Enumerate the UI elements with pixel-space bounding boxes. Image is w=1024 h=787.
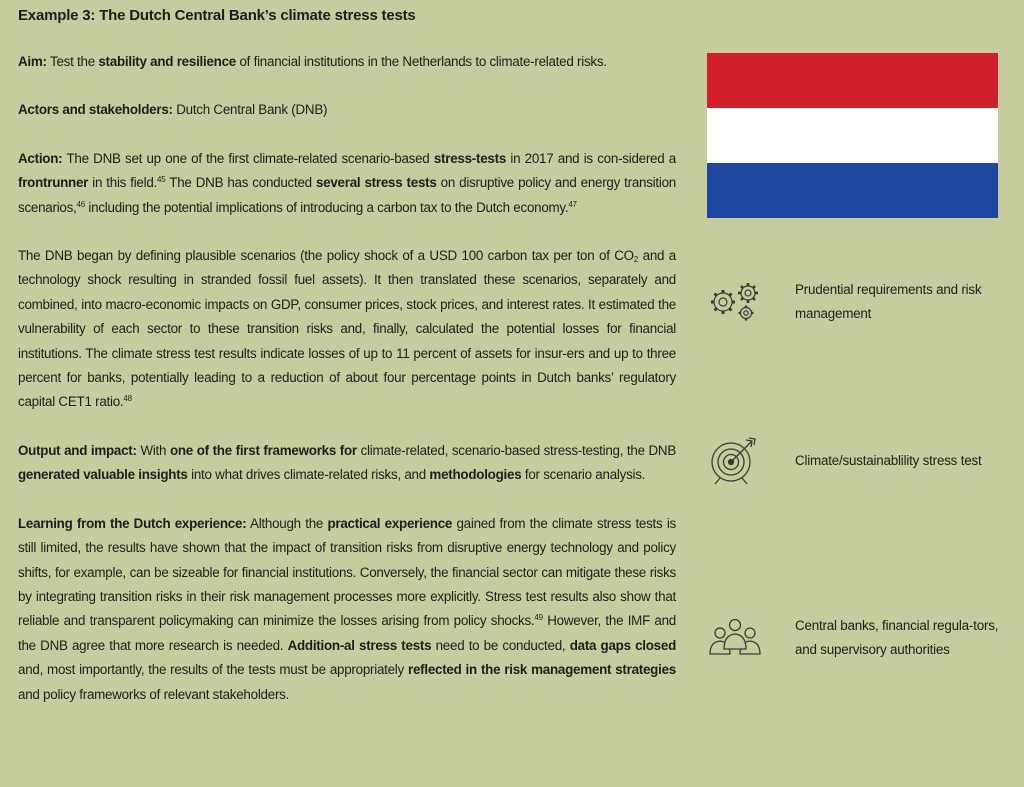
scenario-paragraph: The DNB began by defining plausible scenarios (the policy shock of a USD 100 carbon tax per ton of $CO_2$ and a technology shock resulting in stranded fossil fuel assets). It then translated these scenarios, separately and combined, into macro-economic impacts on GDP, consumer prices, stock prices, and interest rates. It estimated the vulnerability of each sector to these transition risks and, finally, calculated the potential losses for financial institutions. The climate stress test results indicate losses of up to 11 percent of assets for insur-ers and up to three percent for banks, potentially leading to a reduction of about four percentage points in Dutch banks’ regulatory capital CET1 ratio.$^{48}$: [18, 248, 676, 410]
target-icon: [708, 436, 760, 486]
gears-icon: [706, 280, 762, 324]
flag-red-stripe: [707, 53, 998, 108]
sidebar-label-prudential: Prudential requirements and risk management: [795, 282, 982, 322]
people-icon: [707, 616, 763, 658]
sidebar-label-central-banks: Central banks, financial regula-tors, and supervisory authorities: [795, 618, 999, 658]
learning-paragraph: Learning from the Dutch experience: Although the practical experience gained from the climate stress tests is still limited, the results have shown that the impact of transition risks from disruptive energy technology and policy shifts, for example, can be sizeable for financial institutions. Conversely, the financial sector can mitigate these risks by integrating transition risks in their risk management processes more explicitly. Stress test results also show that reliable and transparent policymaking can minimize the losses arising from policy shocks.$^{49}$ However, the IMF and the DNB agree that more research is needed. Addition-al stress tests need to be conducted, data gaps closed and, most importantly, the results of the tests must be appropriately reflected in the risk management strategies and policy frameworks of relevant stakeholders.: [18, 515, 676, 702]
flag-white-stripe: [707, 108, 998, 163]
sidebar-label-stress-test: Climate/sustainablility stress test: [795, 453, 982, 468]
flag-blue-stripe: [707, 163, 998, 218]
output-paragraph: Output and impact: With one of the first frameworks for climate-related, scenario-based stress-testing, the DNB generated valuable insights into what drives climate-related risks, and methodologies for scenario analysis.: [18, 442, 677, 483]
page-title: Example 3: The Dutch Central Bank’s climate stress tests: [18, 7, 416, 24]
aim-paragraph: Aim: Test the stability and resilience of financial institutions in the Netherlands to climate-related risks.: [18, 54, 607, 69]
actors-paragraph: Actors and stakeholders: Dutch Central Bank (DNB): [18, 102, 328, 118]
action-paragraph: Action: The DNB set up one of the first climate-related scenario-based stress-tests in 2017 and is con-sidered a frontrunner in this field.$^{45}$ The DNB has conducted several stress tests on disruptive policy and energy transition scenarios,$^{46}$ including the potential implications of introducing a carbon tax to the Dutch economy.$^{47}$: [18, 150, 677, 215]
main-text: [18, 50, 676, 707]
netherlands-flag: [707, 53, 998, 218]
